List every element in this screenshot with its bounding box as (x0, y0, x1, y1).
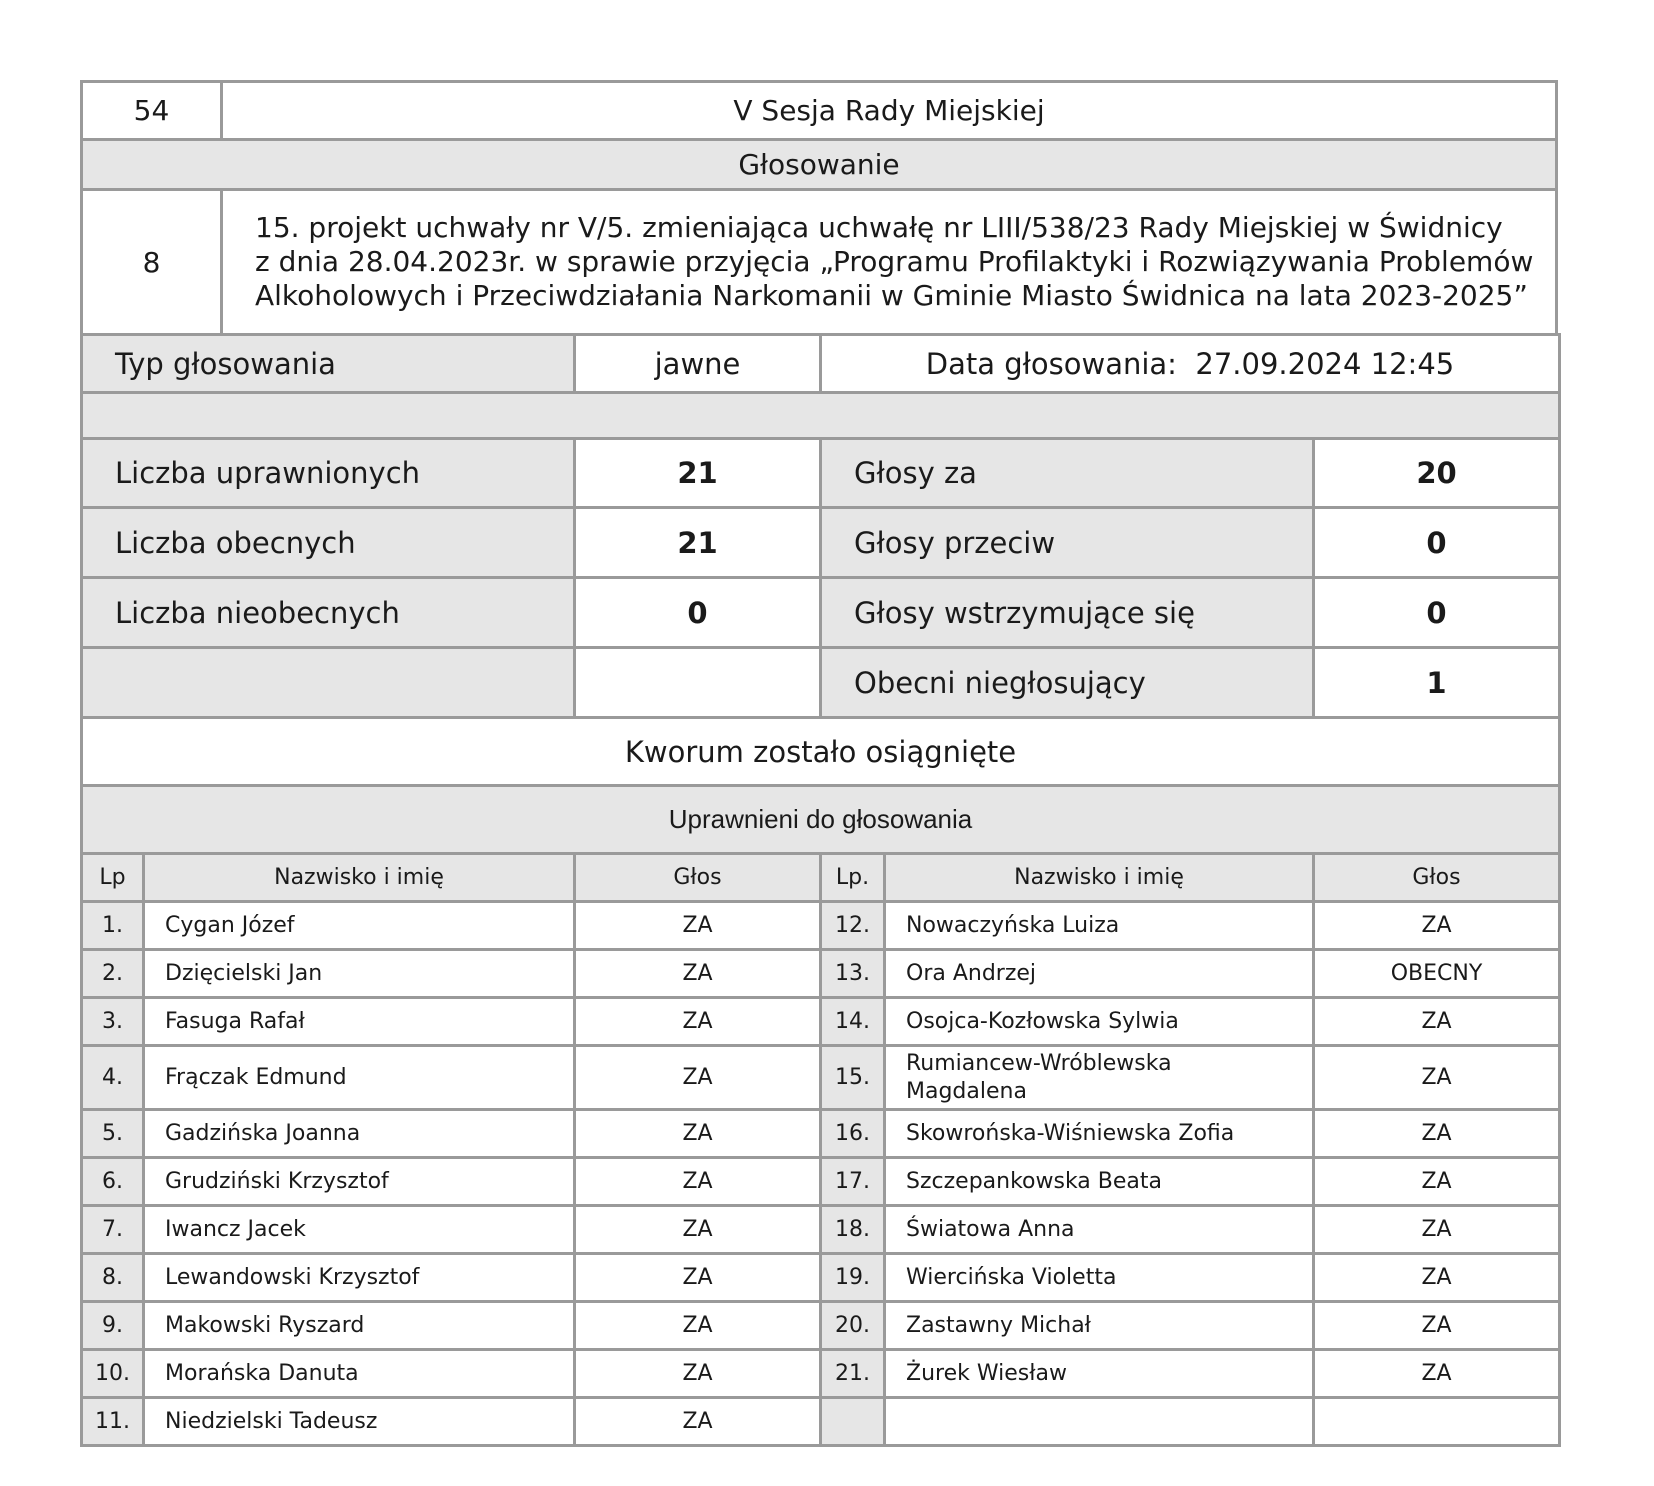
voters-table (80, 852, 1561, 1447)
row-name: Nowaczyńska Luiza (885, 902, 1314, 950)
table-row (82, 1254, 1560, 1302)
row-lp: 6. (82, 1158, 144, 1206)
table-row (82, 950, 1560, 998)
row-vote: ZA (1314, 1206, 1560, 1254)
row-name: Wiercińska Violetta (885, 1254, 1314, 1302)
row-name: Fasuga Rafał (144, 998, 575, 1046)
vote-type-label: Typ głosowania (82, 335, 575, 393)
row-vote: ZA (1314, 1046, 1560, 1110)
row-vote (1314, 1398, 1560, 1446)
row-lp (821, 1398, 885, 1446)
row-lp: 8. (82, 1254, 144, 1302)
row-vote: ZA (575, 902, 821, 950)
table-row (82, 1398, 1560, 1446)
row-lp: 1. (82, 902, 144, 950)
abstain-value: 0 (1314, 578, 1560, 648)
row-lp: 4. (82, 1046, 144, 1110)
voters-title: Uprawnieni do głosowania (82, 786, 1560, 854)
row-lp: 21. (821, 1350, 885, 1398)
absent-label: Liczba nieobecnych (82, 578, 575, 648)
row-vote: ZA (575, 1302, 821, 1350)
session-number: 54 (82, 82, 222, 140)
row-name-line: Magdalena (906, 1078, 1027, 1104)
row-vote: ZA (575, 1206, 821, 1254)
col-name: Nazwisko i imię (144, 854, 575, 902)
for-label: Głosy za (821, 439, 1314, 508)
eligible-value: 21 (575, 439, 821, 508)
table-row (82, 998, 1560, 1046)
row-name: Cygan Józef (144, 902, 575, 950)
row-vote: ZA (575, 1110, 821, 1158)
row-name (885, 1398, 1314, 1446)
row-lp: 18. (821, 1206, 885, 1254)
row-vote: OBECNY (1314, 950, 1560, 998)
empty-cell (575, 648, 821, 718)
row-lp: 19. (821, 1254, 885, 1302)
session-header (80, 80, 1558, 336)
vote-stats (80, 333, 1561, 855)
col-lp: Lp. (821, 854, 885, 902)
col-name: Nazwisko i imię (885, 854, 1314, 902)
row-vote: ZA (1314, 998, 1560, 1046)
row-lp: 13. (821, 950, 885, 998)
row-name: Dzięcielski Jan (144, 950, 575, 998)
row-name: Frączak Edmund (144, 1046, 575, 1110)
row-lp: 5. (82, 1110, 144, 1158)
vote-date-label: Data głosowania: (925, 346, 1177, 381)
col-vote: Głos (575, 854, 821, 902)
vote-date (821, 335, 1560, 393)
row-vote: ZA (575, 950, 821, 998)
row-name: Gadzińska Joanna (144, 1110, 575, 1158)
col-lp: Lp (82, 854, 144, 902)
present-value: 21 (575, 508, 821, 578)
row-name: Szczepankowska Beata (885, 1158, 1314, 1206)
table-row (82, 1350, 1560, 1398)
item-title-line: 15. projekt uchwały nr V/5. zmieniająca uchwałę nr LIII/538/23 Rady Miejskiej w Świdnicy (255, 211, 1503, 244)
row-vote: ZA (1314, 1158, 1560, 1206)
table-row (82, 1206, 1560, 1254)
row-lp: 2. (82, 950, 144, 998)
row-name-line: Rumiancew-Wróblewska (906, 1050, 1172, 1076)
not-voting-label: Obecni niegłosujący (821, 648, 1314, 718)
row-name: Światowa Anna (885, 1206, 1314, 1254)
vote-date-value: 27.09.2024 12:45 (1195, 346, 1455, 381)
eligible-label: Liczba uprawnionych (82, 439, 575, 508)
table-row (82, 1046, 1560, 1110)
row-name: Iwancz Jacek (144, 1206, 575, 1254)
row-vote: ZA (575, 1398, 821, 1446)
against-value: 0 (1314, 508, 1560, 578)
against-label: Głosy przeciw (821, 508, 1314, 578)
row-lp: 10. (82, 1350, 144, 1398)
row-name: Niedzielski Tadeusz (144, 1398, 575, 1446)
row-name: Morańska Danuta (144, 1350, 575, 1398)
row-name: Lewandowski Krzysztof (144, 1254, 575, 1302)
table-row (82, 1302, 1560, 1350)
row-vote: ZA (575, 1254, 821, 1302)
item-title-line: z dnia 28.04.2023r. w sprawie przyjęcia „Programu Profilaktyki i Rozwiązywania Problemów (255, 245, 1534, 278)
item-title (222, 190, 1557, 335)
row-vote: ZA (1314, 1302, 1560, 1350)
voting-report (80, 80, 1558, 1447)
col-vote: Głos (1314, 854, 1560, 902)
row-name: Makowski Ryszard (144, 1302, 575, 1350)
absent-value: 0 (575, 578, 821, 648)
row-lp: 16. (821, 1110, 885, 1158)
vote-type-value: jawne (575, 335, 821, 393)
row-lp: 20. (821, 1302, 885, 1350)
empty-cell (82, 648, 575, 718)
row-lp: 7. (82, 1206, 144, 1254)
quorum-status: Kworum zostało osiągnięte (82, 718, 1560, 786)
row-name: Skowrońska-Wiśniewska Zofia (885, 1110, 1314, 1158)
row-lp: 15. (821, 1046, 885, 1110)
row-vote: ZA (1314, 1254, 1560, 1302)
section-title: Głosowanie (82, 140, 1557, 190)
row-vote: ZA (1314, 902, 1560, 950)
row-vote: ZA (1314, 1350, 1560, 1398)
table-row (82, 1110, 1560, 1158)
row-lp: 11. (82, 1398, 144, 1446)
present-label: Liczba obecnych (82, 508, 575, 578)
row-lp: 17. (821, 1158, 885, 1206)
not-voting-value: 1 (1314, 648, 1560, 718)
row-name: Zastawny Michał (885, 1302, 1314, 1350)
for-value: 20 (1314, 439, 1560, 508)
row-lp: 12. (821, 902, 885, 950)
item-number: 8 (82, 190, 222, 335)
row-lp: 9. (82, 1302, 144, 1350)
row-vote: ZA (575, 1350, 821, 1398)
item-title-line: Alkoholowych i Przeciwdziałania Narkomanii w Gminie Miasto Świdnica na lata 2023-2025” (255, 279, 1528, 312)
row-name: Grudziński Krzysztof (144, 1158, 575, 1206)
spacer-row (82, 393, 1560, 439)
session-name: V Sesja Rady Miejskiej (222, 82, 1557, 140)
row-vote: ZA (575, 998, 821, 1046)
row-lp: 14. (821, 998, 885, 1046)
row-vote: ZA (575, 1046, 821, 1110)
row-vote: ZA (1314, 1110, 1560, 1158)
row-name: Żurek Wiesław (885, 1350, 1314, 1398)
abstain-label: Głosy wstrzymujące się (821, 578, 1314, 648)
row-lp: 3. (82, 998, 144, 1046)
row-name: Ora Andrzej (885, 950, 1314, 998)
row-vote: ZA (575, 1158, 821, 1206)
row-name: Osojca-Kozłowska Sylwia (885, 998, 1314, 1046)
row-name (885, 1046, 1314, 1110)
table-row (82, 1158, 1560, 1206)
table-row (82, 902, 1560, 950)
